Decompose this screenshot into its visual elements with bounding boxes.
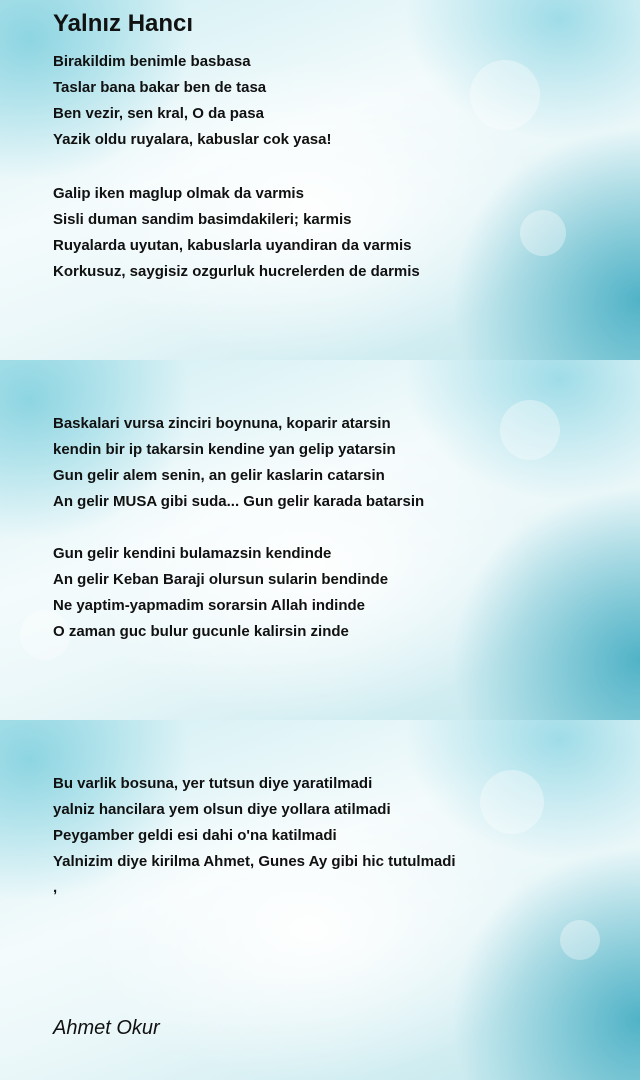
poem-author: Ahmet Okur [53, 1017, 160, 1039]
poem-line: Gun gelir kendini bulamazsin kendinde [53, 545, 332, 562]
stanza-3 [53, 411, 424, 515]
poem-line: Peygamber geldi esi dahi o'na katilmadi [53, 827, 337, 844]
poem-line: Birakildim benimle basbasa [53, 53, 251, 70]
poem-title: Yalnız Hancı [53, 10, 194, 37]
poem-line: O zaman guc bulur gucunle kalirsin zinde [53, 623, 349, 640]
stanza-1 [53, 49, 331, 153]
poem-line: Ne yaptim-yapmadim sorarsin Allah indinde [53, 597, 366, 614]
bokeh-decoration [560, 920, 600, 960]
poem-line: Bu varlik bosuna, yer tutsun diye yaratilmadi [53, 775, 373, 792]
poem-line: yalniz hancilara yem olsun diye yollara atilmadi [53, 801, 391, 818]
poem-line: An gelir Keban Baraji olursun sularin bendinde [53, 571, 389, 588]
stanza-5 [53, 771, 456, 901]
poem-line: Sisli duman sandim basimdakileri; karmis [53, 211, 352, 228]
poem-line: An gelir MUSA gibi suda... Gun gelir karada batarsin [53, 493, 425, 510]
poem-line: Taslar bana bakar ben de tasa [53, 79, 267, 96]
bokeh-decoration [470, 60, 540, 130]
poem-line: Baskalari vursa zinciri boynuna, koparir atarsin [53, 415, 391, 432]
poem-card-3 [0, 720, 640, 1080]
stanza-2 [53, 181, 420, 285]
bokeh-decoration [500, 400, 560, 460]
bokeh-decoration [520, 210, 566, 256]
poem-line: Gun gelir alem senin, an gelir kaslarin catarsin [53, 467, 385, 484]
poem-line: Yazik oldu ruyalara, kabuslar cok yasa! [53, 131, 332, 148]
poem-card-2 [0, 360, 640, 720]
poem-line: Yalnizim diye kirilma Ahmet, Gunes Ay gibi hic tutulmadi [53, 853, 456, 870]
poem-line: Korkusuz, saygisiz ozgurluk hucrelerden de darmis [53, 263, 420, 280]
poem-card-1 [0, 0, 640, 360]
poem-line: , [53, 879, 58, 896]
poem-line: kendin bir ip takarsin kendine yan gelip yatarsin [53, 441, 396, 458]
poem-line: Galip iken maglup olmak da varmis [53, 185, 304, 202]
stanza-4 [53, 541, 388, 645]
bokeh-decoration [480, 770, 544, 834]
poem-line: Ruyalarda uyutan, kabuslarla uyandiran da varmis [53, 237, 412, 254]
poem-line: Ben vezir, sen kral, O da pasa [53, 105, 264, 122]
